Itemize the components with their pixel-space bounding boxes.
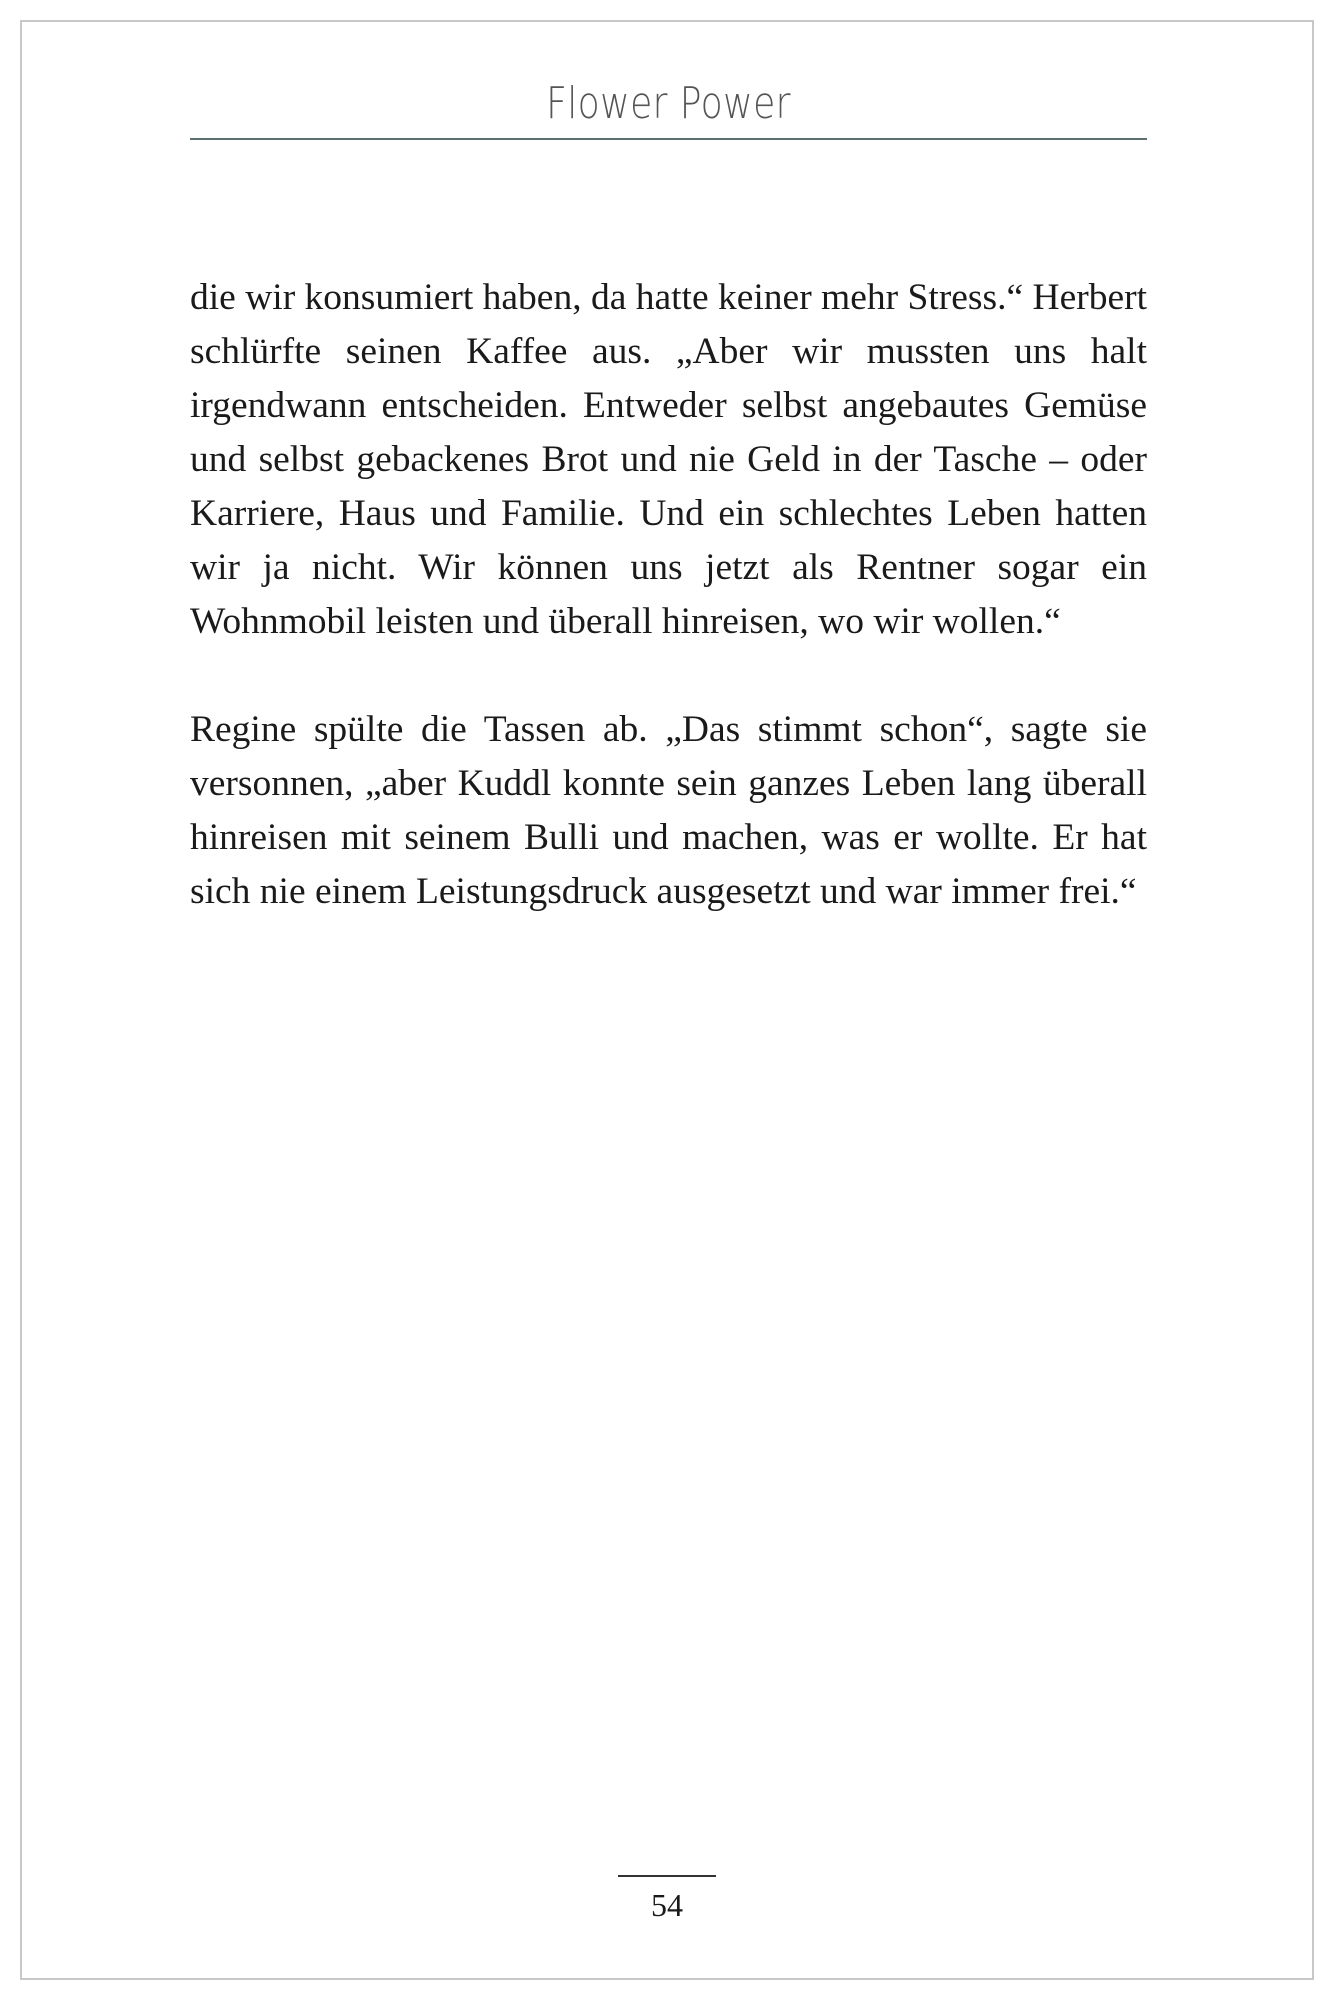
body-text [190, 271, 1147, 973]
running-header [190, 70, 1147, 140]
page-number: 54 [651, 1887, 683, 1923]
book-title: Flower Power [546, 78, 791, 129]
page-number-divider [618, 1875, 716, 1877]
header-divider [190, 138, 1147, 140]
paragraph: die wir konsumiert haben, da hatte keiner mehr Stress.“ Herbert schlürfte seinen Kaffee aus. „Aber wir mussten uns halt irgendwann entscheiden. Entweder selbst angebautes Gemüse und selbst gebackenes Brot und nie Geld in der Tasche – oder Karriere, Haus und Familie. Und ein schlechtes Leben hatten wir ja nicht. Wir können uns jetzt als Rentner sogar ein Wohnmobil leisten und überall hinreisen, wo wir wollen.“ [190, 277, 1147, 642]
paragraph: Regine spülte die Tassen ab. „Das stimmt schon“, sagte sie versonnen, „aber Kuddl konnte sein ganzes Leben lang überall hinreisen mit seinem Bulli und machen, was er wollte. Er hat sich nie einem Leistungsdruck ausgesetzt und war immer frei.“ [190, 709, 1147, 912]
